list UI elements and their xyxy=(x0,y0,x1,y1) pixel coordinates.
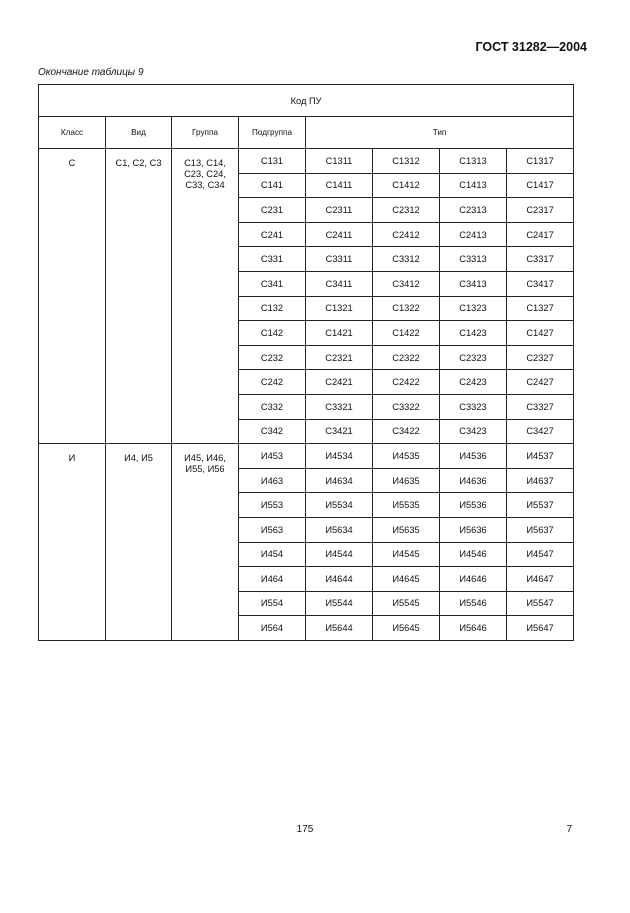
cell-tip-2: С1412 xyxy=(373,173,440,198)
table-row xyxy=(39,149,574,174)
cell-podgruppa: И563 xyxy=(239,517,306,542)
column-header-podgruppa: Подгруппа xyxy=(239,117,306,149)
cell-podgruppa: И453 xyxy=(239,444,306,469)
cell-tip-1: С3321 xyxy=(306,394,373,419)
cell-tip-2: И5545 xyxy=(373,591,440,616)
cell-tip-4: И4547 xyxy=(507,542,574,567)
cell-tip-3: С3323 xyxy=(440,394,507,419)
cell-tip-2: С3312 xyxy=(373,247,440,272)
cell-tip-3: И5636 xyxy=(440,517,507,542)
cell-tip-2: И4635 xyxy=(373,468,440,493)
cell-tip-3: И4546 xyxy=(440,542,507,567)
cell-tip-2: С3322 xyxy=(373,394,440,419)
cell-tip-3: С1413 xyxy=(440,173,507,198)
cell-tip-1: И4644 xyxy=(306,567,373,592)
cell-tip-4: С2327 xyxy=(507,345,574,370)
cell-tip-1: И5544 xyxy=(306,591,373,616)
cell-tip-3: С3423 xyxy=(440,419,507,444)
column-header-tip: Тип xyxy=(306,117,574,149)
cell-tip-2: И4535 xyxy=(373,444,440,469)
cell-tip-4: С3417 xyxy=(507,271,574,296)
cell-tip-3: И5546 xyxy=(440,591,507,616)
cell-podgruppa: С242 xyxy=(239,370,306,395)
cell-podgruppa: С141 xyxy=(239,173,306,198)
cell-podgruppa: С241 xyxy=(239,222,306,247)
cell-tip-4: С1427 xyxy=(507,321,574,346)
codes-table xyxy=(38,84,574,641)
cell-tip-2: И5635 xyxy=(373,517,440,542)
cell-tip-4: С3327 xyxy=(507,394,574,419)
gruppa-line: И55, И56 xyxy=(185,464,225,475)
cell-tip-3: С1423 xyxy=(440,321,507,346)
cell-tip-4: С3427 xyxy=(507,419,574,444)
page-number-right: 7 xyxy=(566,824,572,835)
column-header-gruppa: Группа xyxy=(172,117,239,149)
cell-tip-3: С3413 xyxy=(440,271,507,296)
cell-tip-2: С2422 xyxy=(373,370,440,395)
table-body xyxy=(39,149,574,641)
cell-tip-2: С1422 xyxy=(373,321,440,346)
cell-tip-1: И5644 xyxy=(306,616,373,641)
cell-tip-4: И5637 xyxy=(507,517,574,542)
cell-podgruppa: И564 xyxy=(239,616,306,641)
cell-tip-4: И5537 xyxy=(507,493,574,518)
cell-tip-2: С2312 xyxy=(373,198,440,223)
cell-tip-3: С2323 xyxy=(440,345,507,370)
cell-podgruppa: С131 xyxy=(239,149,306,174)
cell-podgruppa: И464 xyxy=(239,567,306,592)
cell-podgruppa: И454 xyxy=(239,542,306,567)
cell-tip-1: С3311 xyxy=(306,247,373,272)
cell-podgruppa: С331 xyxy=(239,247,306,272)
cell-tip-1: С2421 xyxy=(306,370,373,395)
cell-podgruppa: И553 xyxy=(239,493,306,518)
cell-tip-3: С1323 xyxy=(440,296,507,321)
column-header-vid: Вид xyxy=(106,117,172,149)
cell-tip-4: И4647 xyxy=(507,567,574,592)
cell-tip-3: С2413 xyxy=(440,222,507,247)
cell-podgruppa: С232 xyxy=(239,345,306,370)
cell-tip-1: С1311 xyxy=(306,149,373,174)
cell-tip-1: С1321 xyxy=(306,296,373,321)
cell-podgruppa: С342 xyxy=(239,419,306,444)
cell-tip-1: С2411 xyxy=(306,222,373,247)
page-number-center: 175 xyxy=(296,824,314,835)
cell-tip-1: И4634 xyxy=(306,468,373,493)
table-caption: Окончание таблицы 9 xyxy=(38,67,144,78)
cell-tip-2: С1322 xyxy=(373,296,440,321)
cell-tip-4: С1317 xyxy=(507,149,574,174)
cell-gruppa xyxy=(172,444,239,641)
cell-tip-1: С2321 xyxy=(306,345,373,370)
column-header-klass: Класс xyxy=(39,117,106,149)
cell-tip-4: И4637 xyxy=(507,468,574,493)
cell-tip-1: И5634 xyxy=(306,517,373,542)
cell-podgruppa: С231 xyxy=(239,198,306,223)
cell-tip-3: И5536 xyxy=(440,493,507,518)
cell-tip-4: И5547 xyxy=(507,591,574,616)
cell-vid: И4, И5 xyxy=(106,444,172,641)
cell-tip-3: С2313 xyxy=(440,198,507,223)
cell-tip-2: С2322 xyxy=(373,345,440,370)
cell-tip-4: С2417 xyxy=(507,222,574,247)
cell-klass: С xyxy=(39,149,106,444)
gruppa-line: С13, С14, xyxy=(184,158,226,168)
cell-tip-1: И4544 xyxy=(306,542,373,567)
cell-tip-2: С2412 xyxy=(373,222,440,247)
gruppa-line: С33, С34 xyxy=(185,180,225,190)
cell-podgruppa: С341 xyxy=(239,271,306,296)
cell-tip-3: И5646 xyxy=(440,616,507,641)
cell-tip-1: С1421 xyxy=(306,321,373,346)
cell-tip-3: С3313 xyxy=(440,247,507,272)
cell-podgruppa: С332 xyxy=(239,394,306,419)
cell-podgruppa: С132 xyxy=(239,296,306,321)
cell-vid: С1, С2, С3 xyxy=(106,149,172,444)
cell-klass: И xyxy=(39,444,106,641)
cell-tip-4: С3317 xyxy=(507,247,574,272)
cell-tip-4: И4537 xyxy=(507,444,574,469)
cell-podgruppa: И463 xyxy=(239,468,306,493)
table-title: Код ПУ xyxy=(39,85,574,117)
cell-tip-2: И5535 xyxy=(373,493,440,518)
cell-tip-2: И4645 xyxy=(373,567,440,592)
cell-tip-2: С1312 xyxy=(373,149,440,174)
cell-tip-4: С2427 xyxy=(507,370,574,395)
cell-tip-3: С1313 xyxy=(440,149,507,174)
cell-tip-3: И4636 xyxy=(440,468,507,493)
cell-tip-1: С2311 xyxy=(306,198,373,223)
cell-tip-3: С2423 xyxy=(440,370,507,395)
cell-podgruppa: С142 xyxy=(239,321,306,346)
cell-tip-2: И4545 xyxy=(373,542,440,567)
cell-tip-3: И4646 xyxy=(440,567,507,592)
cell-tip-4: С1327 xyxy=(507,296,574,321)
document-number: ГОСТ 31282—2004 xyxy=(475,40,587,54)
cell-tip-3: И4536 xyxy=(440,444,507,469)
cell-tip-2: С3412 xyxy=(373,271,440,296)
cell-tip-4: С1417 xyxy=(507,173,574,198)
cell-tip-4: С2317 xyxy=(507,198,574,223)
cell-tip-2: И5645 xyxy=(373,616,440,641)
gruppa-line: С23, С24, xyxy=(184,169,226,179)
cell-tip-1: С3421 xyxy=(306,419,373,444)
cell-tip-4: И5647 xyxy=(507,616,574,641)
cell-tip-1: И5534 xyxy=(306,493,373,518)
cell-gruppa xyxy=(172,149,239,444)
cell-tip-1: С1411 xyxy=(306,173,373,198)
cell-tip-1: И4534 xyxy=(306,444,373,469)
gruppa-line: И45, И46, xyxy=(184,453,226,464)
cell-tip-2: С3422 xyxy=(373,419,440,444)
cell-podgruppa: И554 xyxy=(239,591,306,616)
table-row xyxy=(39,444,574,469)
cell-tip-1: С3411 xyxy=(306,271,373,296)
